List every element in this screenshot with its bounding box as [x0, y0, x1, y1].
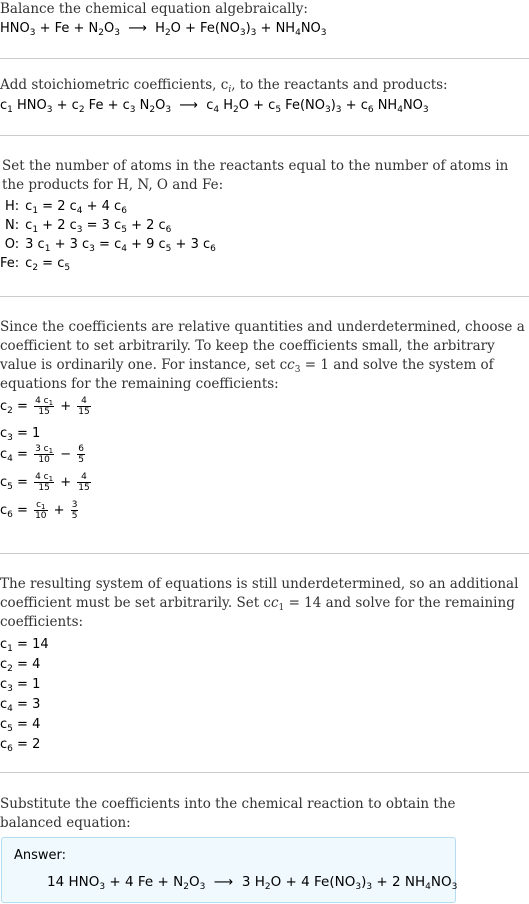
atom-row-fe: Fe: $c_2 = c_5$ [0, 256, 71, 273]
final-c5: $c_5 = 4$ [0, 717, 41, 734]
divider [0, 58, 529, 59]
final-c1: $c_1 = 14$ [0, 637, 49, 654]
step1-text: Add stoichiometric coefficients, $c_i$, to the reactants and products: [0, 77, 448, 95]
final-c3: $c_3 = 1$ [0, 677, 41, 694]
divider [0, 296, 529, 297]
atom-row-o: O: 3 $c_1 + 3$ $c_3 = c_4 + 9$ $c_5 + 3$ $c_6$ [4, 237, 216, 254]
solution-c3: $c_3 = 1$ [0, 426, 41, 443]
answer-box [1, 837, 456, 903]
unbalanced-equation: $HNO_3 + Fe + N_2O_3$ ⟶ $H_2O + Fe(NO_3)_3 + NH_4NO_3$ [0, 21, 327, 38]
step5-text: Substitute the coefficients into the chemical reaction to obtain the balanced equation: [0, 796, 456, 831]
balanced-equation: 14 $HNO_3 + 4$ $Fe + N_2O_3$ ⟶ 3 $H_2O + 4$ $Fe(NO_3)_3 + 2$ $NH_4NO_3$ [47, 874, 458, 892]
answer-label: Answer: [14, 848, 67, 863]
final-c2: $c_2 = 4$ [0, 657, 41, 674]
step4-text: The resulting system of equations is still underdetermined, so an additional coefficient must be set arbitrarily. Set $cc_1 = 14$ and solve for the remaining coefficients: [0, 576, 519, 630]
final-c6: $c_6 = 2$ [0, 737, 41, 754]
solution-c6: $c_6$ = $\frac{c_1}{10}$ + $\frac{3}{5}$ [0, 500, 78, 521]
step2-text: Set the number of atoms in the reactants equal to the number of atoms in the products for H, N, O and Fe: [2, 158, 509, 193]
atom-row-h: H: $c_1 = 2$ $c_4 + 4$ $c_6$ [5, 199, 127, 216]
atom-row-n: N: $c_1 + 2$ $c_3 = 3$ $c_5 + 2$ $c_6$ [5, 218, 172, 235]
divider [0, 135, 529, 136]
intro-heading: Balance the chemical equation algebraically: [0, 1, 308, 17]
solution-c4: $c_4$ = $\frac{3 c_1}{10}$ − $\frac{6}{5}$ [0, 444, 84, 465]
divider [0, 553, 529, 554]
atom-equations [0, 197, 529, 273]
divider [0, 772, 529, 773]
final-solutions [0, 635, 529, 755]
coefficient-equation: $c_1$ $HNO_3 + c_2$ $Fe + c_3$ $N_2O_3$ ⟶ $c_4$ $H_2O + c_5$ $Fe(NO_3)_3 + c_6$ $NH_4NO_3$ [0, 98, 429, 115]
final-c4: $c_4 = 3$ [0, 697, 41, 714]
partial-solutions [0, 396, 529, 528]
solution-c5: $c_5$ = $\frac{4 c_1}{15}$ + $\frac{4}{15}$ [0, 472, 90, 493]
solution-c2: $c_2$ = $\frac{4 c_1}{15}$ + $\frac{4}{15}$ [0, 396, 90, 417]
step3-text: Since the coefficients are relative quantities and underdetermined, choose a coefficient to set arbitrarily. To keep the coefficients small, the arbitrary value is ordinarily one. For instance, set $cc_3 = 1$ and solve the system of equations for the remaining coefficients: [0, 319, 525, 392]
